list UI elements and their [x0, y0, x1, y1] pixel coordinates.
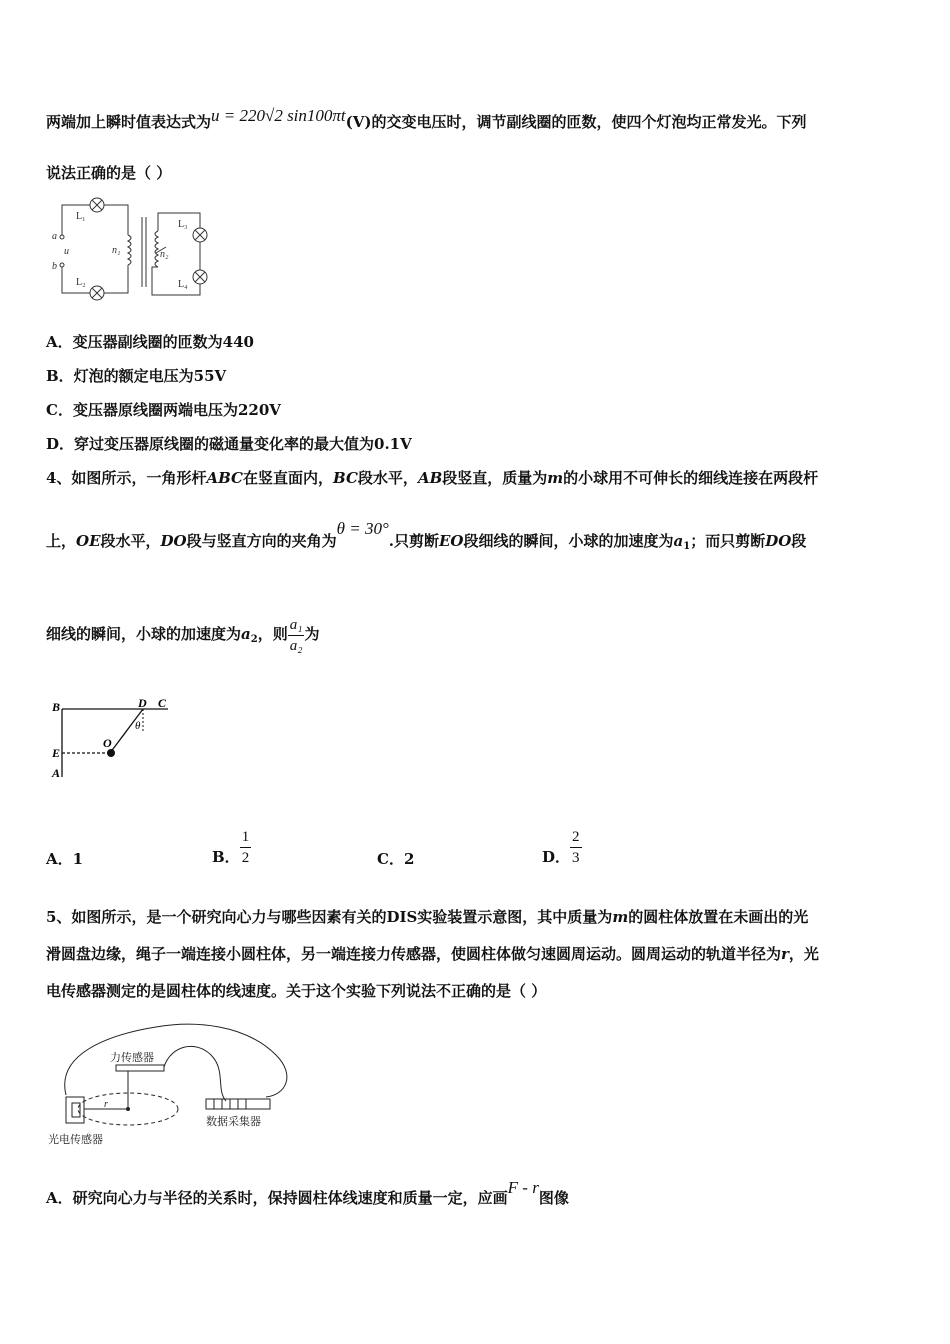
q5-label-data-collector: 数据采集器 — [206, 1116, 261, 1128]
q3-option-b: B．灯泡的额定电压为55V — [46, 367, 227, 385]
q3-voltage-formula: u = 220√2 sin100πt — [211, 106, 346, 125]
q4-theta-formula: θ = 30° — [336, 519, 389, 538]
q3-label-a: a — [52, 231, 57, 242]
q5-stem-line1: 5、如图所示，是一个研究向心力与哪些因素有关的DIS实验装置示意图，其中质量为m的圆柱体放置在未画出的光 — [46, 908, 809, 926]
q5-stem-line2: 滑圆盘边缘，绳子一端连接小圆柱体，另一端连接力传感器，使圆柱体做匀速圆周运动。圆周运动的轨道半径为r，光 — [46, 945, 819, 963]
q3-label-b: b — [52, 261, 57, 272]
q4-option-c: C．2 — [377, 850, 415, 868]
q5-option-a: A．研究向心力与半径的关系时，保持圆柱体线速度和质量一定，应画F - r图像 — [46, 1178, 569, 1207]
q4-ratio-fraction: $\frac{\text{a₁}}{\text{a₂}}$ — [289, 616, 303, 654]
q5-label-force-sensor: 力传感器 — [110, 1052, 154, 1064]
q3-stem-line2: 说法正确的是（ ） — [46, 164, 172, 182]
q3-label-n1: n₁ — [112, 245, 121, 256]
q5-label-photo-sensor: 光电传感器 — [48, 1134, 103, 1146]
q3-transformer-circuit-figure — [50, 195, 230, 305]
q4-option-b: B． $\frac{1}{2}$ — [212, 828, 250, 866]
q4-stem-line2: 上，OE段水平，DO段与竖直方向的夹角为θ = 30°.只剪断EO段细线的瞬间，小球的加速度为$a_1$；而只剪断DO段 — [46, 519, 807, 552]
q4-stem-line3: 细线的瞬间，小球的加速度为$a_2$，则 $\frac{\text{a₁}}{\text{a₂}}$ 为 — [46, 616, 320, 654]
q5-label-r: r — [104, 1099, 108, 1110]
q4-label-C: C — [158, 696, 167, 710]
q5-option-a-formula: F - r — [507, 1178, 539, 1197]
q3-label-n2: n₂ — [160, 249, 169, 260]
q4-angle-rod-figure — [48, 695, 188, 785]
q3-label-L4: L₄ — [178, 279, 188, 290]
q4-label-O: O — [103, 736, 112, 750]
q3-option-a: A．变压器副线圈的匝数为440 — [46, 333, 254, 351]
q4-label-E: E — [52, 746, 61, 760]
q4-label-theta: θ — [135, 720, 141, 732]
q3-label-L3: L₃ — [178, 219, 188, 230]
q4-label-B: B — [52, 700, 61, 714]
q5-dis-apparatus-figure — [46, 1015, 296, 1150]
q3-label-L1: L₁ — [76, 211, 86, 222]
q5-stem-line3: 电传感器测定的是圆柱体的线速度。关于这个实验下列说法不正确的是（ ） — [46, 982, 547, 1000]
q4-label-A: A — [52, 766, 61, 780]
q3-stem-line1: 两端加上瞬时值表达式为u = 220√2 sin100πt(V)的交变电压时，调节副线圈的匝数，使四个灯泡均正常发光。下列 — [46, 106, 807, 131]
q3-option-d: D．穿过变压器原线圈的磁通量变化率的最大值为0.1V — [46, 435, 412, 453]
q4-stem-line1: 4、如图所示，一角形杆ABC在竖直面内，BC段水平，AB段竖直，质量为m的小球用不可伸长的细线连接在两段杆 — [46, 469, 819, 487]
q3-label-L2: L₂ — [76, 277, 86, 288]
q3-option-c: C．变压器原线圈两端电压为220V — [46, 401, 281, 419]
q4-option-d: D． $\frac{2}{3}$ — [542, 828, 580, 866]
q4-label-D: D — [138, 696, 147, 710]
q3-label-u: u — [64, 246, 69, 257]
q4-option-a: A．1 — [46, 850, 84, 868]
q4-ball — [107, 749, 115, 757]
